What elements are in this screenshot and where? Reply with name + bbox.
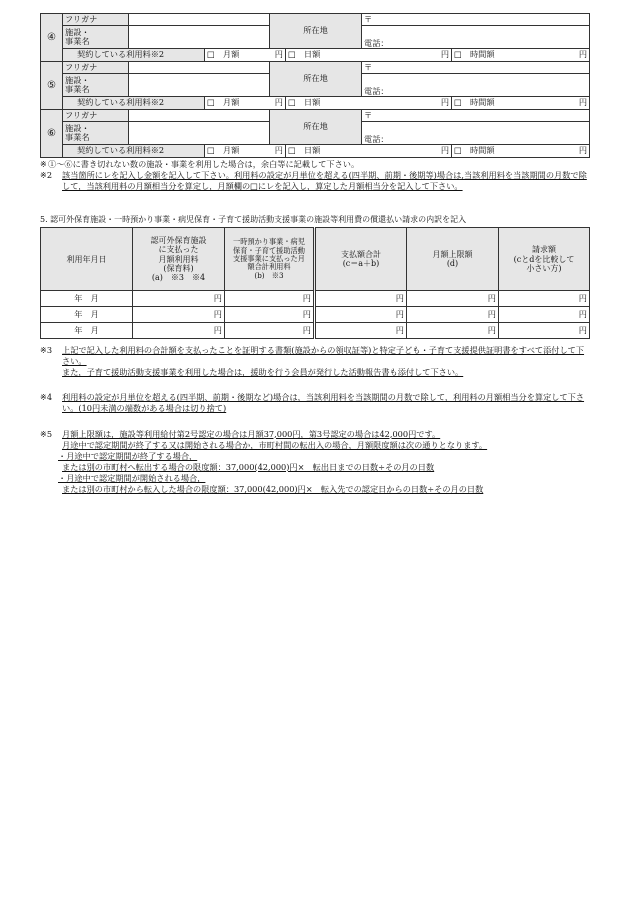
- monthly-fee-field[interactable]: □ 月額 円: [205, 49, 286, 62]
- claim-table: [40, 227, 590, 339]
- address-label: 所在地: [270, 110, 362, 145]
- claim-b-field[interactable]: 円: [225, 323, 315, 339]
- daily-fee-field[interactable]: □ 日額 円: [286, 145, 452, 158]
- furigana-field[interactable]: [129, 110, 270, 122]
- furigana-label: フリガナ: [63, 110, 129, 122]
- claim-c-field[interactable]: 円: [315, 291, 407, 307]
- claim-a-field[interactable]: 円: [133, 291, 225, 307]
- claim-d-field[interactable]: 円: [407, 307, 499, 323]
- note-4: ※4 利用料の設定が月単位を超える(四半期、前期・後期など)場合は，当該利用料を当該期間の月数で除して，利用料の月額相当分を算定して下さい。(10円未満の端数がある場合は切り捨て): [40, 392, 585, 414]
- claim-e-field[interactable]: 円: [499, 323, 590, 339]
- claim-date-field[interactable]: 年 月: [41, 307, 133, 323]
- hourly-fee-field[interactable]: □ 時間額 円: [452, 97, 590, 110]
- claim-date-field[interactable]: 年 月: [41, 291, 133, 307]
- facility-name-label: 施設・ 事業名: [63, 122, 129, 145]
- claim-row: [41, 323, 590, 339]
- daily-fee-field[interactable]: □ 日額 円: [286, 49, 452, 62]
- claim-header-row: [41, 228, 590, 291]
- postal-field[interactable]: 〒: [362, 110, 590, 122]
- daily-fee-field[interactable]: □ 日額 円: [286, 97, 452, 110]
- facility-row-furigana: [41, 62, 590, 74]
- section-5-title: 5. 認可外保育施設・一時預かり事業・病児保育・子育て援助活動支援事業の施設等利用費の償還払い請求の内訳を記入: [40, 215, 467, 225]
- contract-fee-label: 契約している利用料※2: [63, 145, 205, 158]
- claim-date-field[interactable]: 年 月: [41, 323, 133, 339]
- claim-a-field[interactable]: 円: [133, 323, 225, 339]
- facility-row-fee: [41, 49, 590, 62]
- monthly-fee-field[interactable]: □ 月額 円: [205, 97, 286, 110]
- address-label: 所在地: [270, 14, 362, 49]
- note-3: ※3 上記で記入した利用料の合計額を支払ったことを証明する書類(施設からの領収証等)と特定子ども・子育て支援提供証明書をすべて添付して下さい。 また，子育て援助活動支援事業を利用した場合は，援助を行う会員が発行した活動報告書も添付して下さい。: [40, 345, 585, 378]
- claim-c-field[interactable]: 円: [315, 307, 407, 323]
- claim-row: [41, 291, 590, 307]
- header-claim: 請求額 (cとdを比較して 小さい方): [499, 228, 590, 291]
- header-other-fees: 一時預かり事業・病児 保育・子育て援助活動 支援事業に支払った月 額合計利用料 (b) ※3: [225, 228, 315, 291]
- note-2: ※2 該当箇所にレを記入し金額を記入して下さい。利用料の設定が月単位を超える(四半期、前期・後期等)場合は,当該利用料を当該期間の月数で除して，当該利用料の月額相当分を算定し，月額欄の□にレを記入し，算定した月額相当分を記入して下さい。: [40, 170, 587, 192]
- phone-field[interactable]: 電話：: [362, 122, 590, 145]
- claim-b-field[interactable]: 円: [225, 291, 315, 307]
- claim-d-field[interactable]: 円: [407, 323, 499, 339]
- header-use-date: 利用年月日: [41, 228, 133, 291]
- header-monthly-cap: 月額上限額 (d): [407, 228, 499, 291]
- header-total: 支払額合計 (c＝a＋b): [315, 228, 407, 291]
- furigana-label: フリガナ: [63, 14, 129, 26]
- facility-row-furigana: [41, 14, 590, 26]
- claim-a-field[interactable]: 円: [133, 307, 225, 323]
- facility-row-fee: [41, 145, 590, 158]
- claim-row: [41, 307, 590, 323]
- monthly-fee-field[interactable]: □ 月額 円: [205, 145, 286, 158]
- notes-top: [40, 159, 589, 192]
- note-overflow: ※ ①～⑥に書き切れない数の施設・事業を利用した場合は，余白等に記載して下さい。: [40, 159, 360, 169]
- claim-b-field[interactable]: 円: [225, 307, 315, 323]
- contract-fee-label: 契約している利用料※2: [63, 97, 205, 110]
- address-label: 所在地: [270, 62, 362, 97]
- note-5: ※5 月額上限額は，施設等利用給付第2号認定の場合は月額37,000円，第3号認定の場合は42,000円です。 月途中で認定期間が終了する又は開始される場合か，市町村間の転出入の場合，月額限度額は次の通りとなります。 ・月途中で認定期間が終了する場合， または別の市町村へ転出する場合の限度額：37,000(42,000)円× 転出日までの日数÷その月の日数 ・月途中で認定期間が開始される場合， または別の市町村から転入した場合の限度額：37,000(42,000)円× 転入先での認定日からの日数÷その月の日数: [40, 428, 488, 494]
- section-5: [40, 214, 589, 339]
- facility-row-fee: [41, 97, 590, 110]
- contract-fee-label: 契約している利用料※2: [63, 49, 205, 62]
- facility-name-field[interactable]: [129, 74, 270, 97]
- claim-d-field[interactable]: 円: [407, 291, 499, 307]
- facility-name-field[interactable]: [129, 26, 270, 49]
- facility-row-furigana: [41, 110, 590, 122]
- facility-name-label: 施設・ 事業名: [63, 74, 129, 97]
- facility-number: ⑤: [41, 62, 63, 110]
- postal-field[interactable]: 〒: [362, 62, 590, 74]
- facility-name-label: 施設・ 事業名: [63, 26, 129, 49]
- facility-number: ⑥: [41, 110, 63, 158]
- facility-name-field[interactable]: [129, 122, 270, 145]
- furigana-label: フリガナ: [63, 62, 129, 74]
- hourly-fee-field[interactable]: □ 時間額 円: [452, 49, 590, 62]
- facility-table: [40, 13, 590, 158]
- facility-number: ④: [41, 14, 63, 62]
- hourly-fee-field[interactable]: □ 時間額 円: [452, 145, 590, 158]
- furigana-field[interactable]: [129, 62, 270, 74]
- document-page: [40, 13, 589, 495]
- phone-field[interactable]: 電話：: [362, 74, 590, 97]
- claim-e-field[interactable]: 円: [499, 291, 590, 307]
- claim-e-field[interactable]: 円: [499, 307, 590, 323]
- furigana-field[interactable]: [129, 14, 270, 26]
- header-monthly-fee: 認可外保育施設 に支払った 月額利用料 (保育料) (a) ※3 ※4: [133, 228, 225, 291]
- claim-c-field[interactable]: 円: [315, 323, 407, 339]
- phone-field[interactable]: 電話：: [362, 26, 590, 49]
- postal-field[interactable]: 〒: [362, 14, 590, 26]
